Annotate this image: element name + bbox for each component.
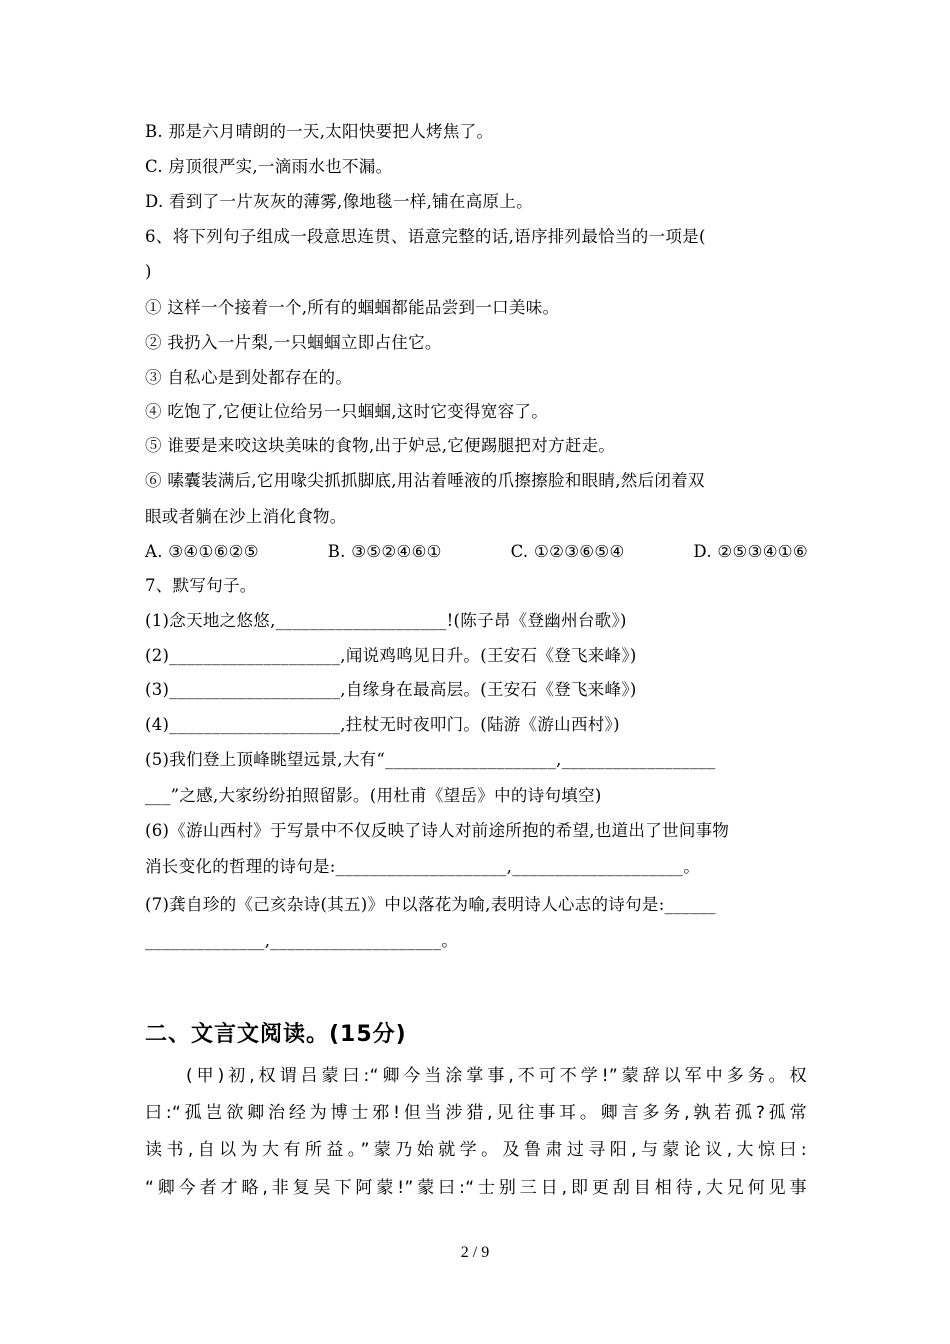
q6-choice-c: C. ①②③⑥⑤④	[510, 542, 625, 561]
q6-choice-b: B. ③⑤②④⑥①	[327, 542, 442, 561]
q6-choice-a: A. ③④①⑥②⑤	[145, 542, 259, 561]
q7-line-10: ______________,____________________。	[145, 931, 459, 950]
section-2-title: 二、文言文阅读。(15分)	[145, 1022, 407, 1047]
passage-line-3: 读书,自以为大有所益。”蒙乃始就学。及鲁肃过寻阳,与蒙论议,大惊曰:	[145, 1140, 807, 1160]
q7-line-1: (1)念天地之悠悠,____________________!(陈子昂《登幽州台歌》)	[145, 611, 627, 630]
q6-sentence-2: ② 我扔入一片梨,一只蝈蝈立即占住它。	[145, 333, 442, 352]
q6-sentence-6: ⑥ 嗉囊装满后,它用喙尖抓抓脚底,用沾着唾液的爪擦擦脸和眼睛,然后闭着双	[145, 471, 705, 490]
passage-line-1: (甲)初,权谓吕蒙曰:“卿今当涂掌事,不可不学!”蒙辞以军中多务。权	[186, 1066, 807, 1086]
passage-line-2: 曰:“孤岂欲卿治经为博士邪!但当涉猎,见往事耳。卿言多务,孰若孤?孤常	[145, 1103, 807, 1123]
q6-stem-end: )	[145, 262, 152, 281]
q6-stem: 6、将下列句子组成一段意思连贯、语意完整的话,语序排列最恰当的一项是(	[145, 227, 706, 246]
q6-choice-d: D. ②⑤③④①⑥	[693, 542, 808, 561]
q7-line-2: (2)____________________,闻说鸡鸣见日升。(王安石《登飞来峰》)	[145, 646, 637, 665]
q6-sentence-3: ③ 自私心是到处都存在的。	[145, 368, 353, 387]
q5-option-d: D. 看到了一片灰灰的薄雾,像地毯一样,铺在高原上。	[145, 192, 533, 211]
q7-line-9: (7)龚自珍的《己亥杂诗(其五)》中以落花为喻,表明诗人心志的诗句是:______	[145, 895, 716, 914]
page-number: 2 / 9	[460, 1244, 490, 1261]
q7-line-5: (5)我们登上顶峰眺望远景,大有“____________________,__________________	[145, 750, 716, 769]
q6-sentence-6-cont: 眼或者躺在沙上消化食物。	[145, 507, 347, 526]
q7-line-7: (6)《游山西村》于写景中不仅反映了诗人对前途所抱的希望,也道出了世间事物	[145, 821, 730, 840]
q6-sentence-1: ① 这样一个接着一个,所有的蝈蝈都能品尝到一口美味。	[145, 298, 560, 317]
q7-line-4: (4)____________________,拄杖无时夜叩门。(陆游《游山西村》)	[145, 715, 620, 734]
q6-sentence-5: ⑤ 谁要是来咬这块美味的食物,出于妒忌,它便踢腿把对方赶走。	[145, 436, 616, 455]
q6-sentence-4: ④ 吃饱了,它便让位给另一只蝈蝈,这时它变得宽容了。	[145, 402, 549, 421]
q5-option-b: B. 那是六月晴朗的一天,太阳快要把人烤焦了。	[145, 122, 494, 141]
q6-choices	[145, 540, 808, 564]
q7-line-8: 消长变化的哲理的诗句是:____________________,____________________。	[145, 857, 701, 876]
q5-option-c: C. 房顶很严实,一滴雨水也不漏。	[145, 157, 393, 176]
passage-line-4: “卿今者才略,非复吴下阿蒙!”蒙曰:“士别三日,即更刮目相待,大兄何见事	[145, 1178, 807, 1198]
q7-line-3: (3)____________________,自缘身在最高层。(王安石《登飞来峰》)	[145, 680, 637, 699]
q7-stem: 7、默写句子。	[145, 576, 257, 595]
q7-line-6: ___”之感,大家纷纷拍照留影。(用杜甫《望岳》中的诗句填空)	[145, 786, 602, 805]
